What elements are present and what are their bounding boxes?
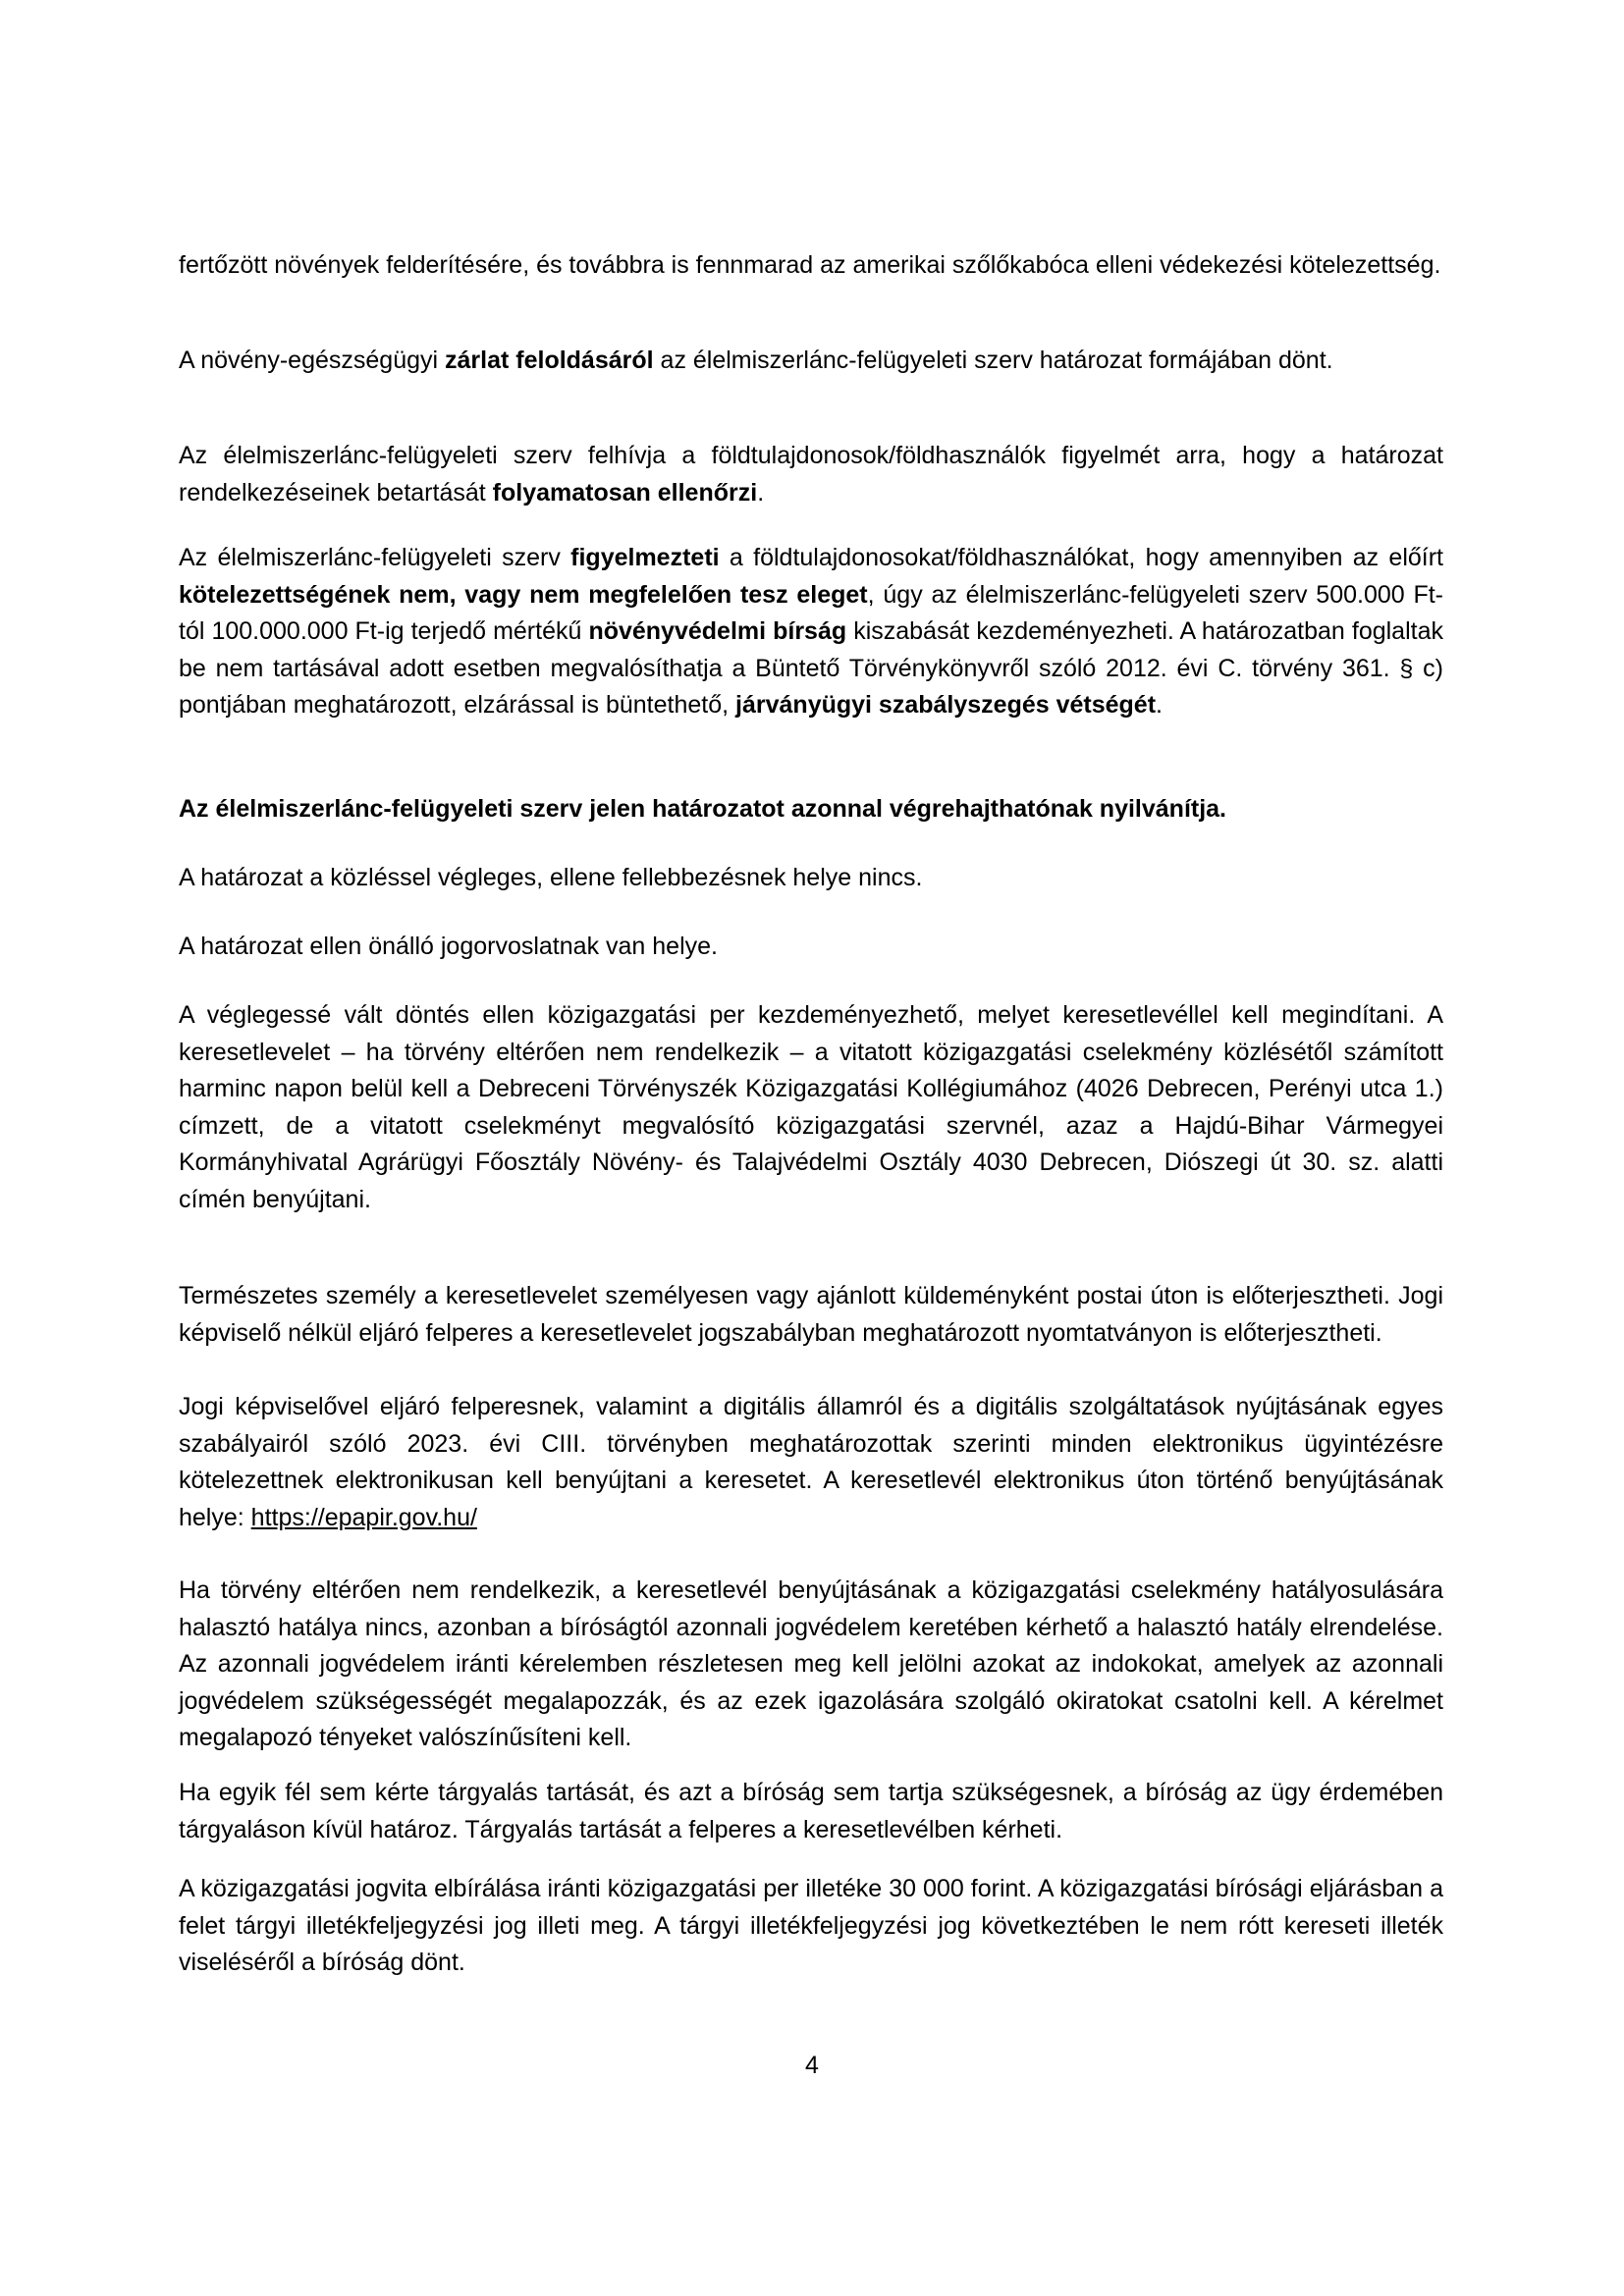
- bold-phrase: folyamatosan ellenőrzi: [492, 478, 758, 507]
- bold-phrase: járványügyi szabályszegés vétségét: [735, 691, 1157, 719]
- paragraph-administrative-lawsuit: [179, 997, 1443, 1218]
- paragraph-text: Természetes személy a keresetlevelet személyesen vagy ajánlott küldeményként postai úton is előterjesztheti. Jogi képviselő nélkül eljáró felperes a keresetlevelet jogszabályban meghatározott nyomtatványon is előterjesztheti.: [179, 1282, 1443, 1347]
- paragraph-text: .: [1156, 691, 1163, 719]
- paragraph-text: az élelmiszerlánc-felügyeleti szerv határozat formájában dönt.: [653, 347, 1333, 374]
- paragraph-text: A közigazgatási jogvita elbírálása iránti közigazgatási per illetéke 30 000 forint. A közigazgatási bírósági eljárásban a felet tárgyi illetékfeljegyzési jog illeti meg. A tárgyi illetékfeljegyzési jog következtében le nem rótt kereseti illeték viseléséről a bíróság dönt.: [179, 1875, 1443, 1976]
- paragraph-hearing: [179, 1775, 1443, 1848]
- paragraph-electronic-filing: [179, 1389, 1443, 1536]
- paragraph-suspensive-effect: [179, 1573, 1443, 1757]
- page-number: 4: [805, 2052, 819, 2079]
- paragraph-text: Ha törvény eltérően nem rendelkezik, a keresetlevél benyújtásának a közigazgatási cselekmény hatályosulására halasztó hatálya nincs, azonban a bíróságtól azonnali jogvédelem keretében kérhető a halasztó hatály elrendelése. Az azonnali jogvédelem iránti kérelemben részletesen meg kell jelölni azokat az indokokat, amelyek az azonnali jogvédelem szükségességét megalapozzák, és az ezek igazolására szolgáló okiratokat csatolni kell. A kérelmet megalapozó tényeket valószínűsíteni kell.: [179, 1576, 1443, 1751]
- bold-phrase: zárlat feloldásáról: [445, 347, 654, 374]
- paragraph-legal-remedy: [179, 929, 1443, 966]
- bold-statement: Az élelmiszerlánc-felügyeleti szerv jelen határozatot azonnal végrehajthatónak nyilvánítja.: [179, 795, 1227, 823]
- paragraph-text: fertőzött növények felderítésére, és továbbra is fennmarad az amerikai szőlőkabóca elleni védekezési kötelezettség.: [179, 251, 1441, 279]
- paragraph-infected-plants: [179, 247, 1443, 285]
- paragraph-text: kiszabását kezdeményezheti. A határozatban foglaltak be nem tartásával adott esetben megvalósíthatja a Büntető Törvénykönyvről szóló 2012. évi C. törvény 361. § c) pontjában meghatározott, elzárással is büntethető,: [179, 617, 1443, 719]
- paragraph-continuous-monitoring: [179, 438, 1443, 511]
- paragraph-text: Jogi képviselővel eljáró felperesnek, valamint a digitális államról és a digitális szolgáltatások nyújtásának egyes szabályairól szóló 2023. évi CIII. törvényben meghatározottak szerinti minden elektronikus ügyintézésre kötelezettnek elektronikusan kell benyújtani a keresetet. A keresetlevél elektronikus úton történő benyújtásának helye:: [179, 1393, 1443, 1531]
- paragraph-text: , úgy az élelmiszerlánc-felügyeleti szerv 500.000 Ft-tól 100.000.000 Ft-ig terjedő mértékű: [179, 580, 1443, 645]
- paragraph-text: A határozat ellen önálló jogorvoslatnak van helye.: [179, 933, 718, 960]
- paragraph-text: Az élelmiszerlánc-felügyeleti szerv felhívja a földtulajdonosok/földhasználók figyelmét arra, hogy a határozat rendelkezéseinek betartását: [179, 442, 1443, 507]
- bold-phrase: kötelezettségének nem, vagy nem megfelelően tesz eleget: [179, 580, 868, 609]
- paragraph-natural-person-filing: [179, 1278, 1443, 1352]
- paragraph-immediate-enforcement: [179, 791, 1443, 828]
- paragraph-text: a földtulajdonosokat/földhasználókat, hogy amennyiben az előírt: [719, 544, 1443, 571]
- paragraph-text: A véglegessé vált döntés ellen közigazgatási per kezdeményezhető, melyet keresetlevéllel kell megindítani. A keresetlevelet – ha törvény eltérően nem rendelkezik – a vitatott közigazgatási cselekmény közlésétől számított harminc napon belül kell a Debreceni Törvényszék Közigazgatási Kollégiumához (4026 Debrecen, Perényi utca 1.) címzett, de a vitatott cselekményt megvalósító közigazgatási szervnél, azaz a Hajdú-Bihar Vármegyei Kormányhivatal Agrárügyi Főosztály Növény- és Talajvédelmi Osztály 4030 Debrecen, Diószegi út 30. sz. alatti címén benyújtani.: [179, 1001, 1443, 1213]
- paragraph-text: A határozat a közléssel végleges, ellene fellebbezésnek helye nincs.: [179, 864, 923, 891]
- paragraph-final-decision: [179, 860, 1443, 897]
- paragraph-fine-warning: [179, 540, 1443, 724]
- paragraph-text: A növény-egészségügyi: [179, 347, 446, 374]
- paragraph-text: .: [757, 478, 765, 507]
- epapir-link[interactable]: https://epapir.gov.hu/: [250, 1503, 477, 1531]
- bold-phrase: figyelmezteti: [570, 544, 720, 571]
- paragraph-text: Az élelmiszerlánc-felügyeleti szerv: [179, 544, 571, 571]
- bold-phrase: növényvédelmi bírság: [588, 617, 847, 645]
- paragraph-text: Ha egyik fél sem kérte tárgyalás tartását, és azt a bíróság sem tartja szükségesnek, a bíróság az ügy érdemében tárgyaláson kívül határoz. Tárgyalás tartását a felperes a keresetlevélben kérheti.: [179, 1779, 1443, 1843]
- paragraph-quarantine-lift: [179, 343, 1443, 380]
- paragraph-court-fee: [179, 1871, 1443, 1982]
